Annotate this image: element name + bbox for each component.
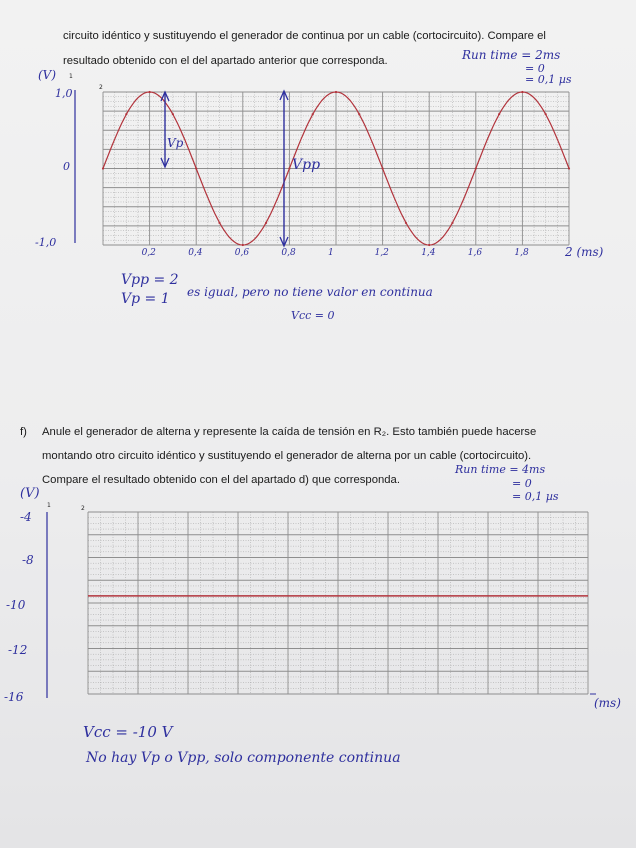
part-f-ytick-m4: -4 (20, 510, 32, 524)
sine-data-point (405, 222, 407, 224)
sine-data-point (195, 167, 197, 169)
part-f-ytick-m16: -16 (4, 690, 24, 704)
note-vcc-f: Vcc = -10 V (83, 723, 173, 741)
part-e-run-line-2: = 0 (525, 62, 545, 75)
sine-data-point (382, 167, 384, 169)
part-e-xtick-label: 0,2 (141, 248, 156, 258)
vp-label: Vp (167, 136, 184, 150)
part-e-corner-2: 2 (99, 84, 103, 91)
sine-data-point (475, 167, 477, 169)
sine-data-point (545, 113, 547, 115)
sine-data-point (498, 113, 500, 115)
vpp-label: Vpp (292, 157, 321, 173)
part-f-run-line-2: = 0 (512, 477, 532, 490)
sine-data-point (335, 91, 337, 93)
sine-data-point (451, 222, 453, 224)
part-f-label: f) (20, 426, 27, 438)
part-f-run-time: Run time = 4ms (455, 463, 546, 476)
part-f-ytick-m8: -8 (22, 553, 34, 567)
sine-data-point (568, 167, 570, 169)
part-e-run-time: Run time = 2ms (462, 48, 561, 62)
part-f-grid (88, 512, 588, 694)
sine-data-point (102, 167, 104, 169)
sine-data-point (149, 91, 151, 93)
part-f-y-unit: (V) (20, 486, 40, 501)
part-f-corner-2: 2 (81, 505, 85, 512)
sine-data-point (288, 167, 290, 169)
part-f-ytick-m10: -10 (6, 598, 26, 612)
part-e-ytick-neg1: -1,0 (35, 236, 57, 249)
part-f-text-line-2: montando otro circuito idéntico y sustituyendo el generador de alterna por un cable (cortocircuito). (42, 450, 532, 462)
part-e-run-line-3: = 0,1 µs (525, 73, 572, 86)
part-e-corner-1: 1 (69, 73, 73, 80)
part-e-xtick-label: 1,2 (374, 248, 389, 258)
note-vpp: Vpp = 2 (121, 272, 179, 288)
part-e-ytick-0: 0 (63, 160, 70, 173)
part-e-xtick-label: 1,6 (467, 248, 483, 258)
part-f-text-line-3: Compare el resultado obtenido con el del apartado d) que corresponda. (42, 474, 400, 486)
sine-data-point (521, 91, 523, 93)
part-e-y-unit: (V) (38, 68, 57, 82)
part-f-corner-1: 1 (47, 502, 51, 509)
part-e-text-line-2: resultado obtenido con el del apartado anterior que corresponda. (63, 55, 388, 67)
sine-data-point (172, 113, 174, 115)
note-vcc-e: Vcc = 0 (291, 309, 335, 322)
part-f-text-line-1: Anule el generador de alterna y represente la caída de tensión en R₂. Esto también puede hacerse (42, 426, 537, 438)
note-text-f: No hay Vp o Vpp, solo componente continua (86, 750, 401, 766)
part-e-xtick-label: 1 (328, 248, 334, 258)
part-e-text-line-1: circuito idéntico y sustituyendo el generador de continua por un cable (cortocircuito). Compare el (63, 30, 546, 42)
part-e-x-end: 2 (ms) (565, 245, 604, 259)
sine-data-point (125, 113, 127, 115)
note-text: es igual, pero no tiene valor en continua (187, 285, 433, 299)
part-e-xtick-label: 0,4 (188, 248, 203, 258)
sine-data-point (242, 244, 244, 246)
part-e-xtick-label: 1,4 (421, 248, 436, 258)
sine-data-point (218, 222, 220, 224)
sine-data-point (358, 113, 360, 115)
sine-data-point (265, 222, 267, 224)
part-e-xtick-label: 1,8 (514, 248, 529, 258)
part-f-run-line-3: = 0,1 µs (512, 490, 559, 503)
note-vp: Vp = 1 (121, 291, 170, 307)
part-e-xtick-label: 0,6 (234, 248, 250, 258)
part-e-xtick-label: 0,8 (281, 248, 296, 258)
vp-arrow (161, 92, 169, 167)
sine-data-point (428, 244, 430, 246)
part-e-ytick-1: 1,0 (55, 87, 73, 100)
sine-data-point (312, 113, 314, 115)
part-f-x-end: (ms) (594, 696, 621, 710)
part-f-ytick-m12: -12 (8, 643, 28, 657)
